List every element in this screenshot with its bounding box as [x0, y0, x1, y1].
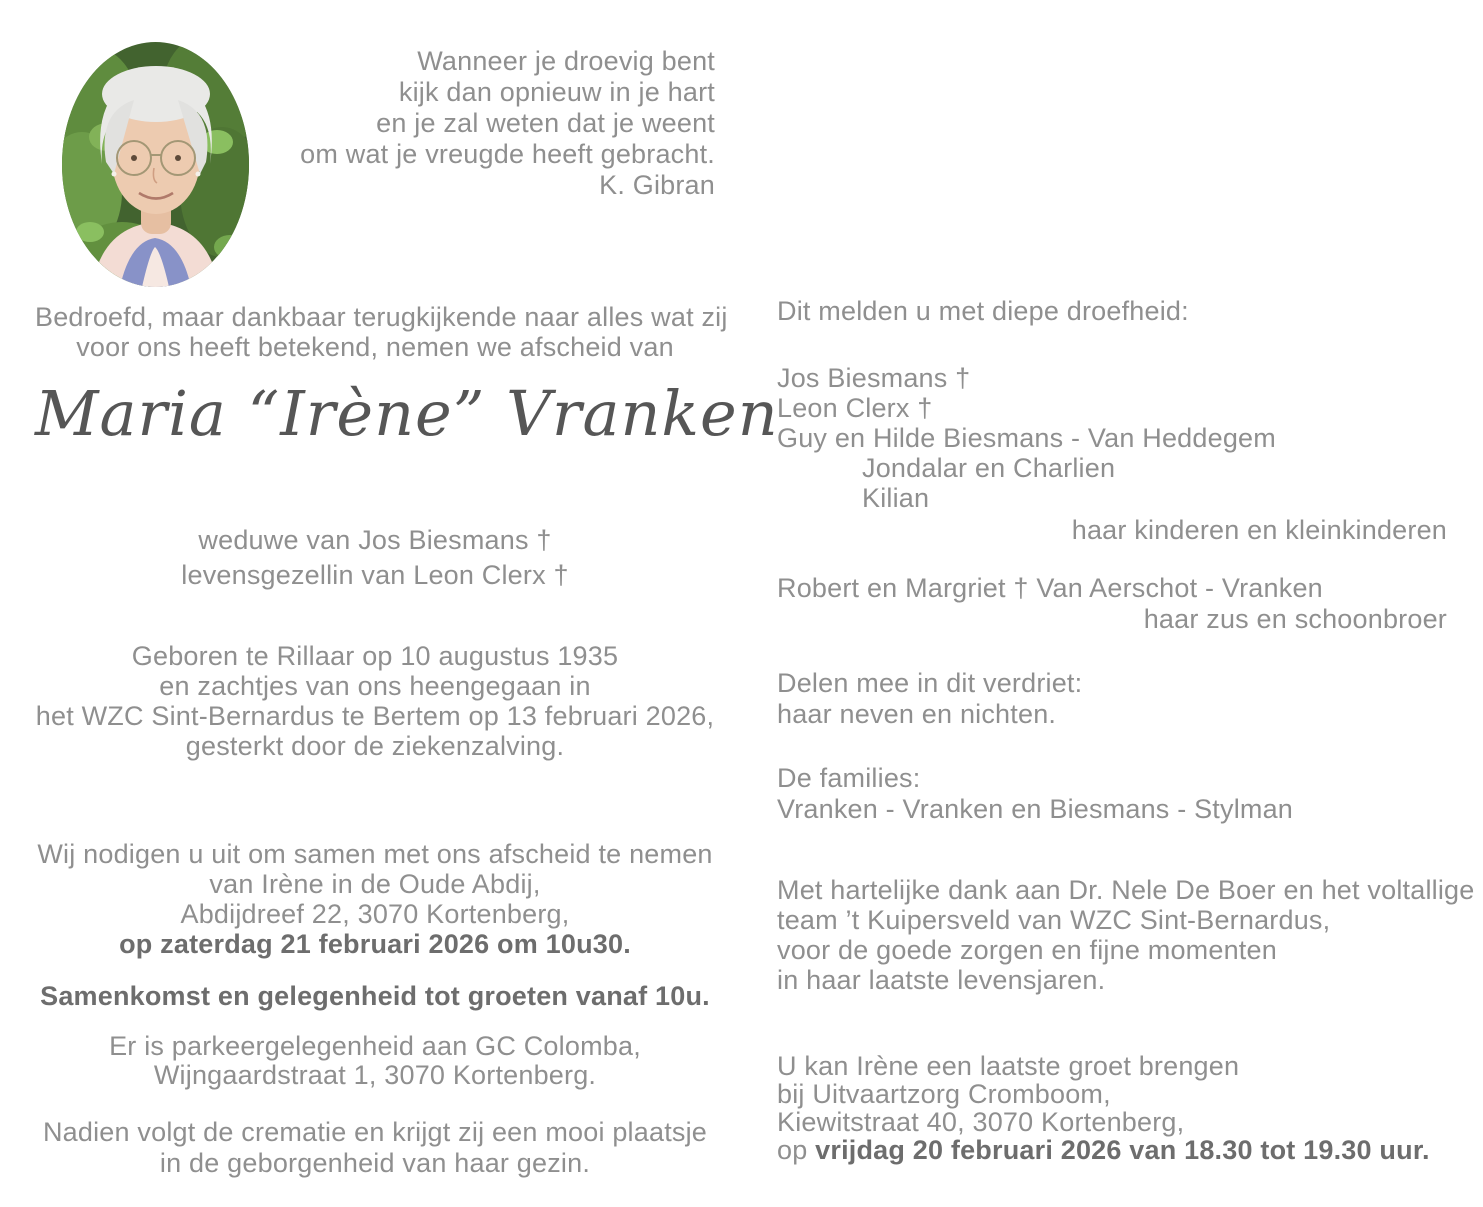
intro-text: [35, 302, 728, 362]
ceremony-line: Abdijdreef 22, 3070 Kortenberg,: [180, 899, 570, 929]
deceased-name: Maria “Irène” Vranken: [35, 377, 779, 450]
families-block: [777, 763, 1447, 825]
parking-line: Er is parkeergelegenheid aan GC Colomba,: [109, 1031, 641, 1061]
family-member: Jondalar en Charlien: [862, 453, 1116, 483]
poem-attribution: K. Gibran: [599, 170, 715, 200]
life-dates: [35, 641, 715, 761]
parking-info: [35, 1032, 715, 1090]
poem-line: en je zal weten dat je weent: [376, 108, 715, 138]
thanks-line: in haar laatste levensjaren.: [777, 965, 1106, 995]
relation-line: levensgezellin van Leon Clerx †: [181, 560, 569, 590]
families-line: Vranken - Vranken en Biesmans - Stylman: [777, 794, 1294, 824]
family-member: Jos Biesmans †: [777, 363, 971, 393]
sister-block: [777, 573, 1447, 635]
thanks-line: voor de goede zorgen en fijne momenten: [777, 935, 1277, 965]
families-heading: De families:: [777, 763, 921, 793]
cremation-line: in de geborgenheid van haar gezin.: [159, 1148, 591, 1178]
visitation-datetime-prefix: op: [777, 1135, 816, 1165]
poem-line: om wat je vreugde heeft gebracht.: [300, 139, 715, 169]
ceremony-invitation: [35, 839, 715, 959]
poem-line: Wanneer je droevig bent: [417, 46, 715, 76]
family-list: [777, 363, 1447, 545]
relations: [35, 523, 715, 593]
parking-line: Wijngaardstraat 1, 3070 Kortenberg.: [153, 1060, 597, 1090]
family-member: Robert en Margriet † Van Aerschot - Vranken: [777, 573, 1323, 603]
grief-heading: Delen mee in dit verdriet:: [777, 668, 1083, 698]
relation-line: weduwe van Jos Biesmans †: [198, 525, 552, 555]
ceremony-datetime: op zaterdag 21 februari 2026 om 10u30.: [119, 929, 631, 959]
intro-line: voor ons heeft betekend, nemen we afscheid van: [76, 332, 674, 362]
family-member: Guy en Hilde Biesmans - Van Heddegem: [777, 423, 1276, 453]
visitation-datetime-line: [777, 1136, 1447, 1164]
family-caption: haar zus en schoonbroer: [1143, 604, 1447, 634]
family-member: Leon Clerx †: [777, 393, 933, 423]
thanks-block: [777, 875, 1475, 995]
visitation-line: U kan Irène een laatste groet brengen: [777, 1051, 1240, 1081]
grief-line: haar neven en nichten.: [777, 699, 1057, 729]
life-line: Geboren te Rillaar op 10 augustus 1935: [131, 641, 619, 671]
thanks-line: Met hartelijke dank aan Dr. Nele De Boer en het voltallige: [777, 875, 1475, 905]
poem: [35, 46, 715, 201]
visitation-datetime: vrijdag 20 februari 2026 van 18.30 tot 19.30 uur.: [815, 1135, 1430, 1165]
grief-block: [777, 668, 1447, 730]
life-line: het WZC Sint-Bernardus te Bertem op 13 februari 2026,: [35, 701, 715, 731]
ceremony-line: Wij nodigen u uit om samen met ons afscheid te nemen: [37, 839, 713, 869]
intro-line: Bedroefd, maar dankbaar terugkijkende naar alles wat zij: [35, 302, 728, 332]
gathering-note: Samenkomst en gelegenheid tot groeten vanaf 10u.: [40, 981, 710, 1011]
life-line: gesterkt door de ziekenzalving.: [185, 731, 565, 761]
cremation-info: [35, 1117, 715, 1179]
life-line: en zachtjes van ons heengegaan in: [159, 671, 591, 701]
cremation-line: Nadien volgt de crematie en krijgt zij een mooi plaatsje: [42, 1117, 708, 1147]
visitation-line: Kiewitstraat 40, 3070 Kortenberg,: [777, 1107, 1185, 1137]
ceremony-line: van Irène in de Oude Abdij,: [209, 869, 541, 899]
family-caption: haar kinderen en kleinkinderen: [1071, 515, 1447, 545]
visitation-block: [777, 1052, 1447, 1164]
family-member: Kilian: [862, 483, 930, 513]
poem-line: kijk dan opnieuw in je hart: [398, 77, 715, 107]
thanks-line: team ’t Kuipersveld van WZC Sint-Bernardus,: [777, 905, 1331, 935]
announcement-heading: Dit melden u met diepe droefheid:: [777, 296, 1189, 326]
visitation-line: bij Uitvaartzorg Cromboom,: [777, 1079, 1111, 1109]
